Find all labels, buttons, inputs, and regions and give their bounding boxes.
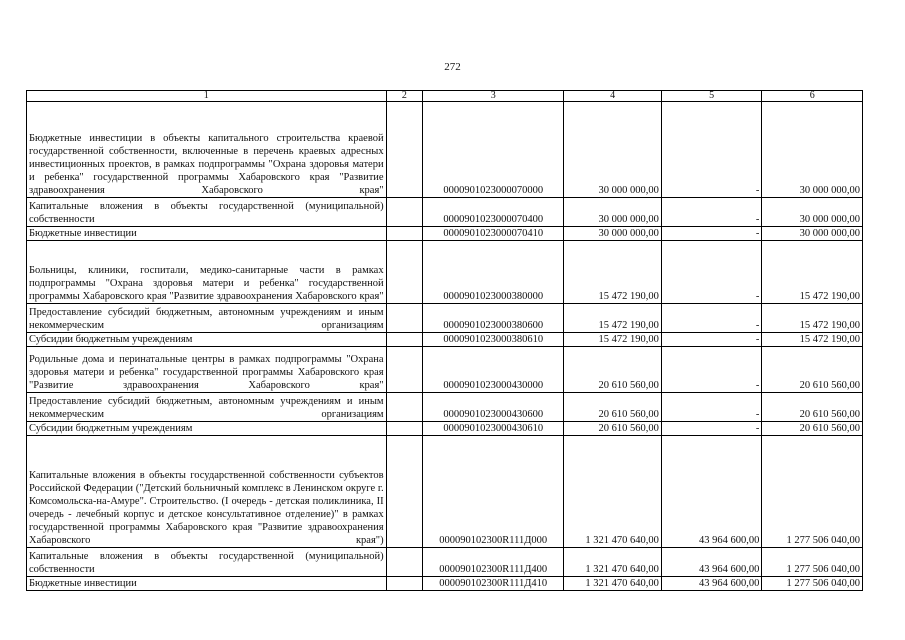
row-code: 0000901023000380600: [423, 304, 564, 333]
table-row: [27, 436, 863, 548]
row-col2: [386, 347, 423, 393]
header-cell: 5: [661, 91, 762, 102]
row-description: Капитальные вложения в объекты государственной (муниципальной) собственности: [27, 548, 387, 577]
budget-table: [26, 90, 863, 591]
row-amount-col6: 30 000 000,00: [762, 227, 863, 241]
row-description: Капитальные вложения в объекты государственной собственности субъектов Российской Федерации ("Детский больничный комплекс в Ленинском округе г. Комсомольска-на-Амуре". Строительство. (I очередь - детская поликлиника, II очередь - лечебный корпус и детское консультативное отделение)" в рамках государственной программы Хабаровского края "Развитие здравоохранения Хабаровского края"): [27, 436, 387, 548]
row-amount-col6: 20 610 560,00: [762, 393, 863, 422]
table-row: [27, 304, 863, 333]
header-cell: 4: [564, 91, 662, 102]
row-amount-col6: 30 000 000,00: [762, 198, 863, 227]
row-col2: [386, 393, 423, 422]
row-description: Бюджетные инвестиции: [27, 227, 387, 241]
row-code: 0000901023000430610: [423, 422, 564, 436]
row-amount-col4: 15 472 190,00: [564, 304, 662, 333]
table-header-row: [27, 91, 863, 102]
row-col2: [386, 102, 423, 198]
row-amount-col4: 30 000 000,00: [564, 198, 662, 227]
row-amount-col5: -: [661, 241, 762, 304]
row-amount-col6: 15 472 190,00: [762, 304, 863, 333]
row-amount-col4: 1 321 470 640,00: [564, 436, 662, 548]
row-amount-col5: -: [661, 227, 762, 241]
row-amount-col5: -: [661, 198, 762, 227]
row-amount-col4: 1 321 470 640,00: [564, 577, 662, 591]
row-amount-col4: 1 321 470 640,00: [564, 548, 662, 577]
row-description: Бюджетные инвестиции: [27, 577, 387, 591]
table-row: [27, 333, 863, 347]
table-row: [27, 102, 863, 198]
row-description: Субсидии бюджетным учреждениям: [27, 333, 387, 347]
row-amount-col5: 43 964 600,00: [661, 577, 762, 591]
table-row: [27, 393, 863, 422]
row-amount-col6: 20 610 560,00: [762, 422, 863, 436]
row-amount-col4: 20 610 560,00: [564, 422, 662, 436]
table-row: [27, 577, 863, 591]
row-amount-col5: -: [661, 422, 762, 436]
table-row: [27, 227, 863, 241]
row-col2: [386, 577, 423, 591]
row-code: 000090102300R111Д000: [423, 436, 564, 548]
row-code: 0000901023000070000: [423, 102, 564, 198]
row-description: Предоставление субсидий бюджетным, автономным учреждениям и иным некоммерческим организациям: [27, 304, 387, 333]
row-code: 000090102300R111Д400: [423, 548, 564, 577]
row-description: Родильные дома и перинатальные центры в рамках подпрограммы "Охрана здоровья матери и ребенка" государственной программы Хабаровского края "Развитие здравоохранения Хабаровского края": [27, 347, 387, 393]
row-description: Бюджетные инвестиции в объекты капитального строительства краевой государственной собственности, включенные в перечень краевых адресных инвестиционных проектов, в рамках подпрограммы "Охрана здоровья матери и ребенка" государственной программы Хабаровского края "Развитие здравоохранения Хабаровского края": [27, 102, 387, 198]
row-code: 0000901023000380000: [423, 241, 564, 304]
row-amount-col5: 43 964 600,00: [661, 436, 762, 548]
table-row: [27, 548, 863, 577]
row-amount-col5: -: [661, 393, 762, 422]
table-row: [27, 347, 863, 393]
row-col2: [386, 227, 423, 241]
row-amount-col6: 30 000 000,00: [762, 102, 863, 198]
row-col2: [386, 241, 423, 304]
row-amount-col5: -: [661, 102, 762, 198]
header-cell: 2: [386, 91, 423, 102]
page-number: 272: [444, 61, 461, 73]
row-code: 0000901023000430600: [423, 393, 564, 422]
row-col2: [386, 422, 423, 436]
row-code: 0000901023000070400: [423, 198, 564, 227]
row-description: Больницы, клиники, госпитали, медико-санитарные части в рамках подпрограммы "Охрана здоровья матери и ребенка" государственной программы Хабаровского края "Развитие здравоохранения Хабаровского края": [27, 241, 387, 304]
row-amount-col6: 1 277 506 040,00: [762, 577, 863, 591]
row-col2: [386, 198, 423, 227]
row-code: 0000901023000430000: [423, 347, 564, 393]
row-code: 000090102300R111Д410: [423, 577, 564, 591]
row-amount-col4: 20 610 560,00: [564, 347, 662, 393]
table-row: [27, 241, 863, 304]
header-cell: 3: [423, 91, 564, 102]
row-description: Капитальные вложения в объекты государственной (муниципальной) собственности: [27, 198, 387, 227]
row-col2: [386, 304, 423, 333]
row-code: 0000901023000380610: [423, 333, 564, 347]
header-cell: 6: [762, 91, 863, 102]
row-col2: [386, 333, 423, 347]
row-amount-col6: 1 277 506 040,00: [762, 436, 863, 548]
row-amount-col4: 15 472 190,00: [564, 333, 662, 347]
row-amount-col4: 15 472 190,00: [564, 241, 662, 304]
row-amount-col5: -: [661, 304, 762, 333]
row-amount-col5: 43 964 600,00: [661, 548, 762, 577]
row-amount-col5: -: [661, 333, 762, 347]
row-amount-col4: 30 000 000,00: [564, 227, 662, 241]
row-amount-col6: 1 277 506 040,00: [762, 548, 863, 577]
row-amount-col5: -: [661, 347, 762, 393]
row-code: 0000901023000070410: [423, 227, 564, 241]
row-description: Субсидии бюджетным учреждениям: [27, 422, 387, 436]
row-amount-col4: 30 000 000,00: [564, 102, 662, 198]
row-description: Предоставление субсидий бюджетным, автономным учреждениям и иным некоммерческим организациям: [27, 393, 387, 422]
row-col2: [386, 548, 423, 577]
table-row: [27, 198, 863, 227]
row-amount-col6: 15 472 190,00: [762, 241, 863, 304]
row-amount-col6: 15 472 190,00: [762, 333, 863, 347]
row-col2: [386, 436, 423, 548]
table-row: [27, 422, 863, 436]
row-amount-col6: 20 610 560,00: [762, 347, 863, 393]
header-cell: 1: [27, 91, 387, 102]
row-amount-col4: 20 610 560,00: [564, 393, 662, 422]
